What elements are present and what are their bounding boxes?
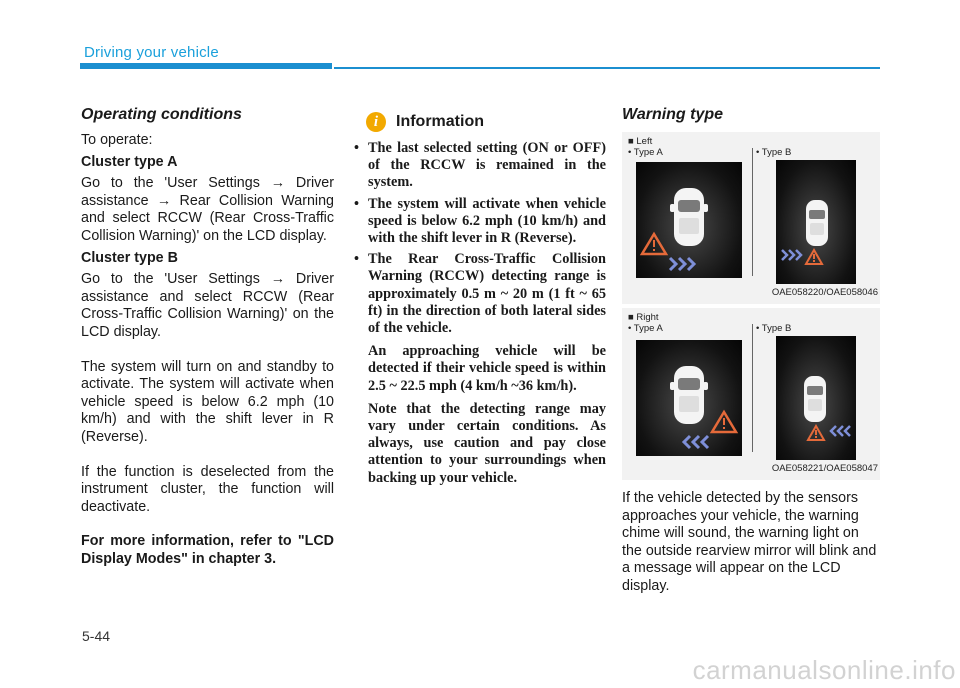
car-icon (670, 366, 708, 424)
detection-range-note: Note that the detecting range may vary under certain conditions. As always, use caution and pay close attention to your surroundings when backing up your vehicle. (368, 400, 606, 486)
list-item: • The Rear Cross-Traffic Collision Warning (RCCW) detecting range is approximately 0.5 m ~ 20 m (1 ft ~ 65 ft) in the direction of both lateral sides of the vehicle. An approaching vehicle will be detected if their vehicle speed is within 2.5 ~ 22.5 mph (4 km/h ~36 km/h). Note that the detecting range may vary under certain conditions. As always, use caution and pay close attention to your surroundings when backing up your vehicle. (354, 251, 606, 486)
header-rule (334, 67, 880, 69)
standby-text: The system will turn on and standby to activate. The system will activate when vehicle speed is below 6.2 mph (10 km/h) and with the shift lever in R (Reverse). (81, 358, 334, 445)
warning-figure (622, 132, 880, 480)
panel-left-image-code: OAE058220/OAE058046 (771, 287, 878, 298)
cluster-type-a-text: Go to the 'User Settings → Driver assistance → Rear Collision Warning and select RCCW (Rear Cross-Traffic Collision Warning)' on the LCD display. (81, 175, 334, 244)
warning-triangle-icon (712, 412, 736, 432)
column-warning-type (622, 106, 880, 596)
cluster-type-b-label: Cluster type B (81, 249, 178, 266)
panel-right-warning (622, 308, 880, 480)
detection-speed-text: An approaching vehicle will be detected if their vehicle speed is within 2.5 ~ 22.5 mph (4 km/h ~36 km/h). (368, 343, 606, 394)
information-list (352, 140, 606, 487)
approach-arrows-icon (782, 250, 801, 260)
panel-right-image-code: OAE058221/OAE058047 (771, 463, 878, 474)
lcd-screen-right-type-a (636, 340, 742, 456)
panel-right-label: ■ Right (628, 312, 659, 323)
panel-left-type-b: • Type B (756, 147, 792, 158)
cluster-type-a-label: Cluster type A (81, 153, 178, 170)
car-icon (806, 200, 828, 246)
column-information (352, 112, 606, 491)
lcd-screen-left-type-b (776, 160, 856, 284)
warning-triangle-icon (642, 234, 666, 254)
watermark-text: carmanualsonline.info (692, 655, 956, 685)
approach-arrows-icon (684, 436, 708, 448)
information-header (352, 112, 606, 132)
cluster-type-b-text: Go to the 'User Settings → Driver assistance and select RCCW (Rear Cross-Traffic Collision Warning)' on the LCD display. (81, 271, 334, 340)
car-icon (670, 188, 708, 246)
more-info-text: For more information, refer to "LCD Display Modes" in chapter 3. (81, 533, 334, 567)
panel-divider (752, 324, 753, 452)
deselect-text: If the function is deselected from the instrument cluster, the function will deactivate. (81, 463, 334, 515)
lcd-screen-right-type-b (776, 336, 856, 460)
lcd-screen-left-type-a (636, 162, 742, 278)
panel-left-type-a: • Type A (628, 147, 663, 158)
panel-divider (752, 148, 753, 276)
lcd-graphic (636, 340, 742, 456)
approach-arrows-icon (670, 258, 694, 270)
information-title: Information (396, 113, 484, 130)
column-operating-conditions (81, 106, 334, 568)
list-item: • The last selected setting (ON or OFF) of the RCCW is remained in the system. (354, 140, 606, 191)
list-item: • The system will activate when vehicle speed is below 6.2 mph (10 km/h) and with the shift lever in R (Reverse). (354, 195, 606, 247)
heading-warning-type: Warning type (622, 106, 724, 123)
panel-left-label: ■ Left (628, 136, 653, 147)
panel-left-warning (622, 132, 880, 304)
to-operate-text: To operate: (81, 132, 153, 148)
warning-triangle-icon (808, 426, 824, 440)
section-title: Driving your vehicle (84, 44, 219, 61)
lcd-graphic (636, 162, 742, 278)
warning-triangle-icon (806, 250, 822, 264)
page-number: 5-44 (82, 628, 111, 644)
car-icon (804, 376, 826, 422)
header-bar (80, 63, 332, 69)
panel-right-type-b: • Type B (756, 323, 792, 334)
lcd-graphic (776, 160, 856, 284)
warning-description: If the vehicle detected by the sensors approaches your vehicle, the warning chime will sound, the warning light on the outside rearview mirror will blink and a message will appear on the LCD display. (622, 490, 877, 594)
panel-right-type-a: • Type A (628, 323, 663, 334)
heading-operating-conditions: Operating conditions (81, 106, 242, 123)
lcd-graphic (776, 336, 856, 460)
info-icon: i (366, 112, 386, 132)
approach-arrows-icon (831, 426, 850, 436)
